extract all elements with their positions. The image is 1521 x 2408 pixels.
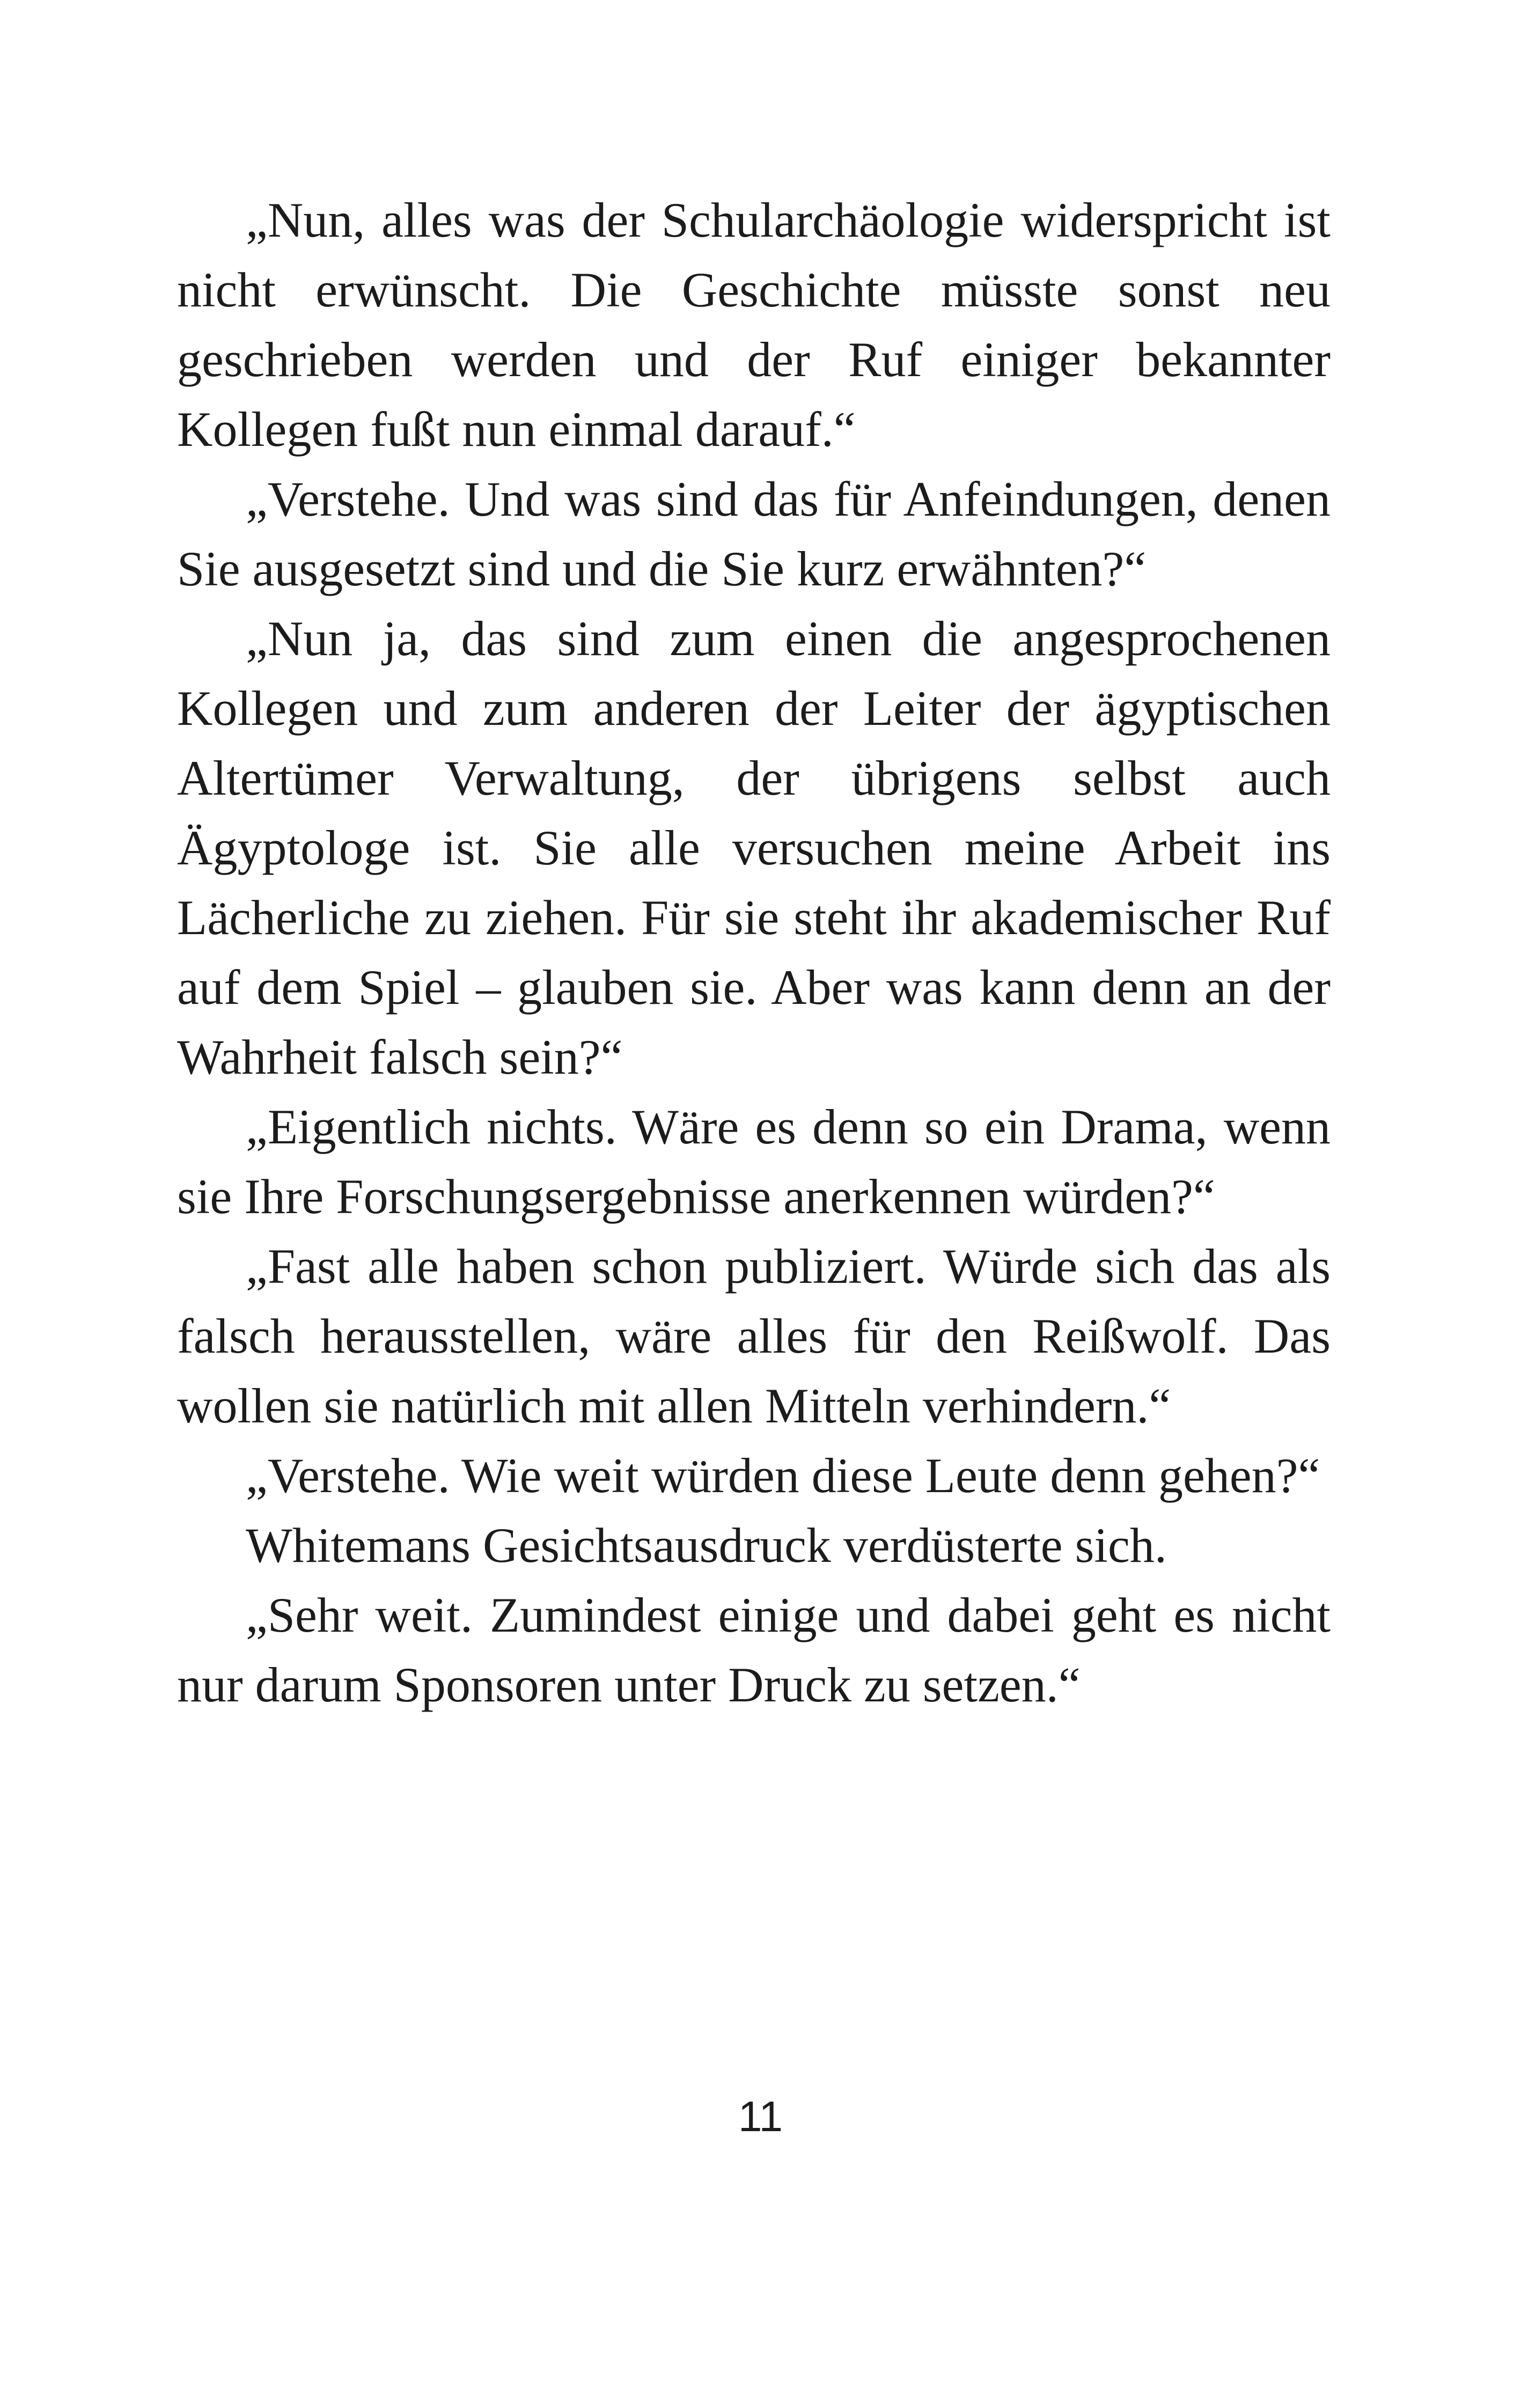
- body-text: [177, 185, 1331, 1720]
- paragraph: „Sehr weit. Zumindest einige und dabei geht es nicht nur darum Sponsoren unter Druck zu setzen.“: [177, 1588, 1331, 1712]
- paragraph: „Fast alle haben schon publiziert. Würde sich das als falsch herausstellen, wäre alles für den Reißwolf. Das wollen sie natürlich mit allen Mitteln verhindern.“: [177, 1239, 1331, 1433]
- paragraph: „Nun, alles was der Schularchäologie widerspricht ist nicht erwünscht. Die Geschichte müsste sonst neu geschrieben werden und der Ruf einiger bekannter Kollegen fußt nun einmal darauf.“: [177, 193, 1331, 457]
- paragraph: „Eigentlich nichts. Wäre es denn so ein Drama, wenn sie Ihre Forschungsergebnisse anerkennen würden?“: [177, 1099, 1331, 1224]
- paragraph: „Verstehe. Und was sind das für Anfeindungen, denen Sie ausgesetzt sind und die Sie kurz erwähnten?“: [177, 472, 1331, 596]
- paragraph: Whitemans Gesichtsausdruck verdüsterte sich.: [246, 1518, 1167, 1573]
- paragraph: „Verstehe. Wie weit würden diese Leute denn gehen?“: [246, 1448, 1320, 1503]
- page-number: 11: [738, 2093, 783, 2140]
- paragraph: „Nun ja, das sind zum einen die angesprochenen Kollegen und zum anderen der Leiter der ägyptischen Altertümer Verwaltung, der übrigens selbst auch Ägyptologe ist. Sie alle versuchen meine Arbeit ins Lächerliche zu ziehen. Für sie steht ihr akademischer Ruf auf dem Spiel – glauben sie. Aber was kann denn an der Wahrheit falsch sein?“: [177, 611, 1331, 1084]
